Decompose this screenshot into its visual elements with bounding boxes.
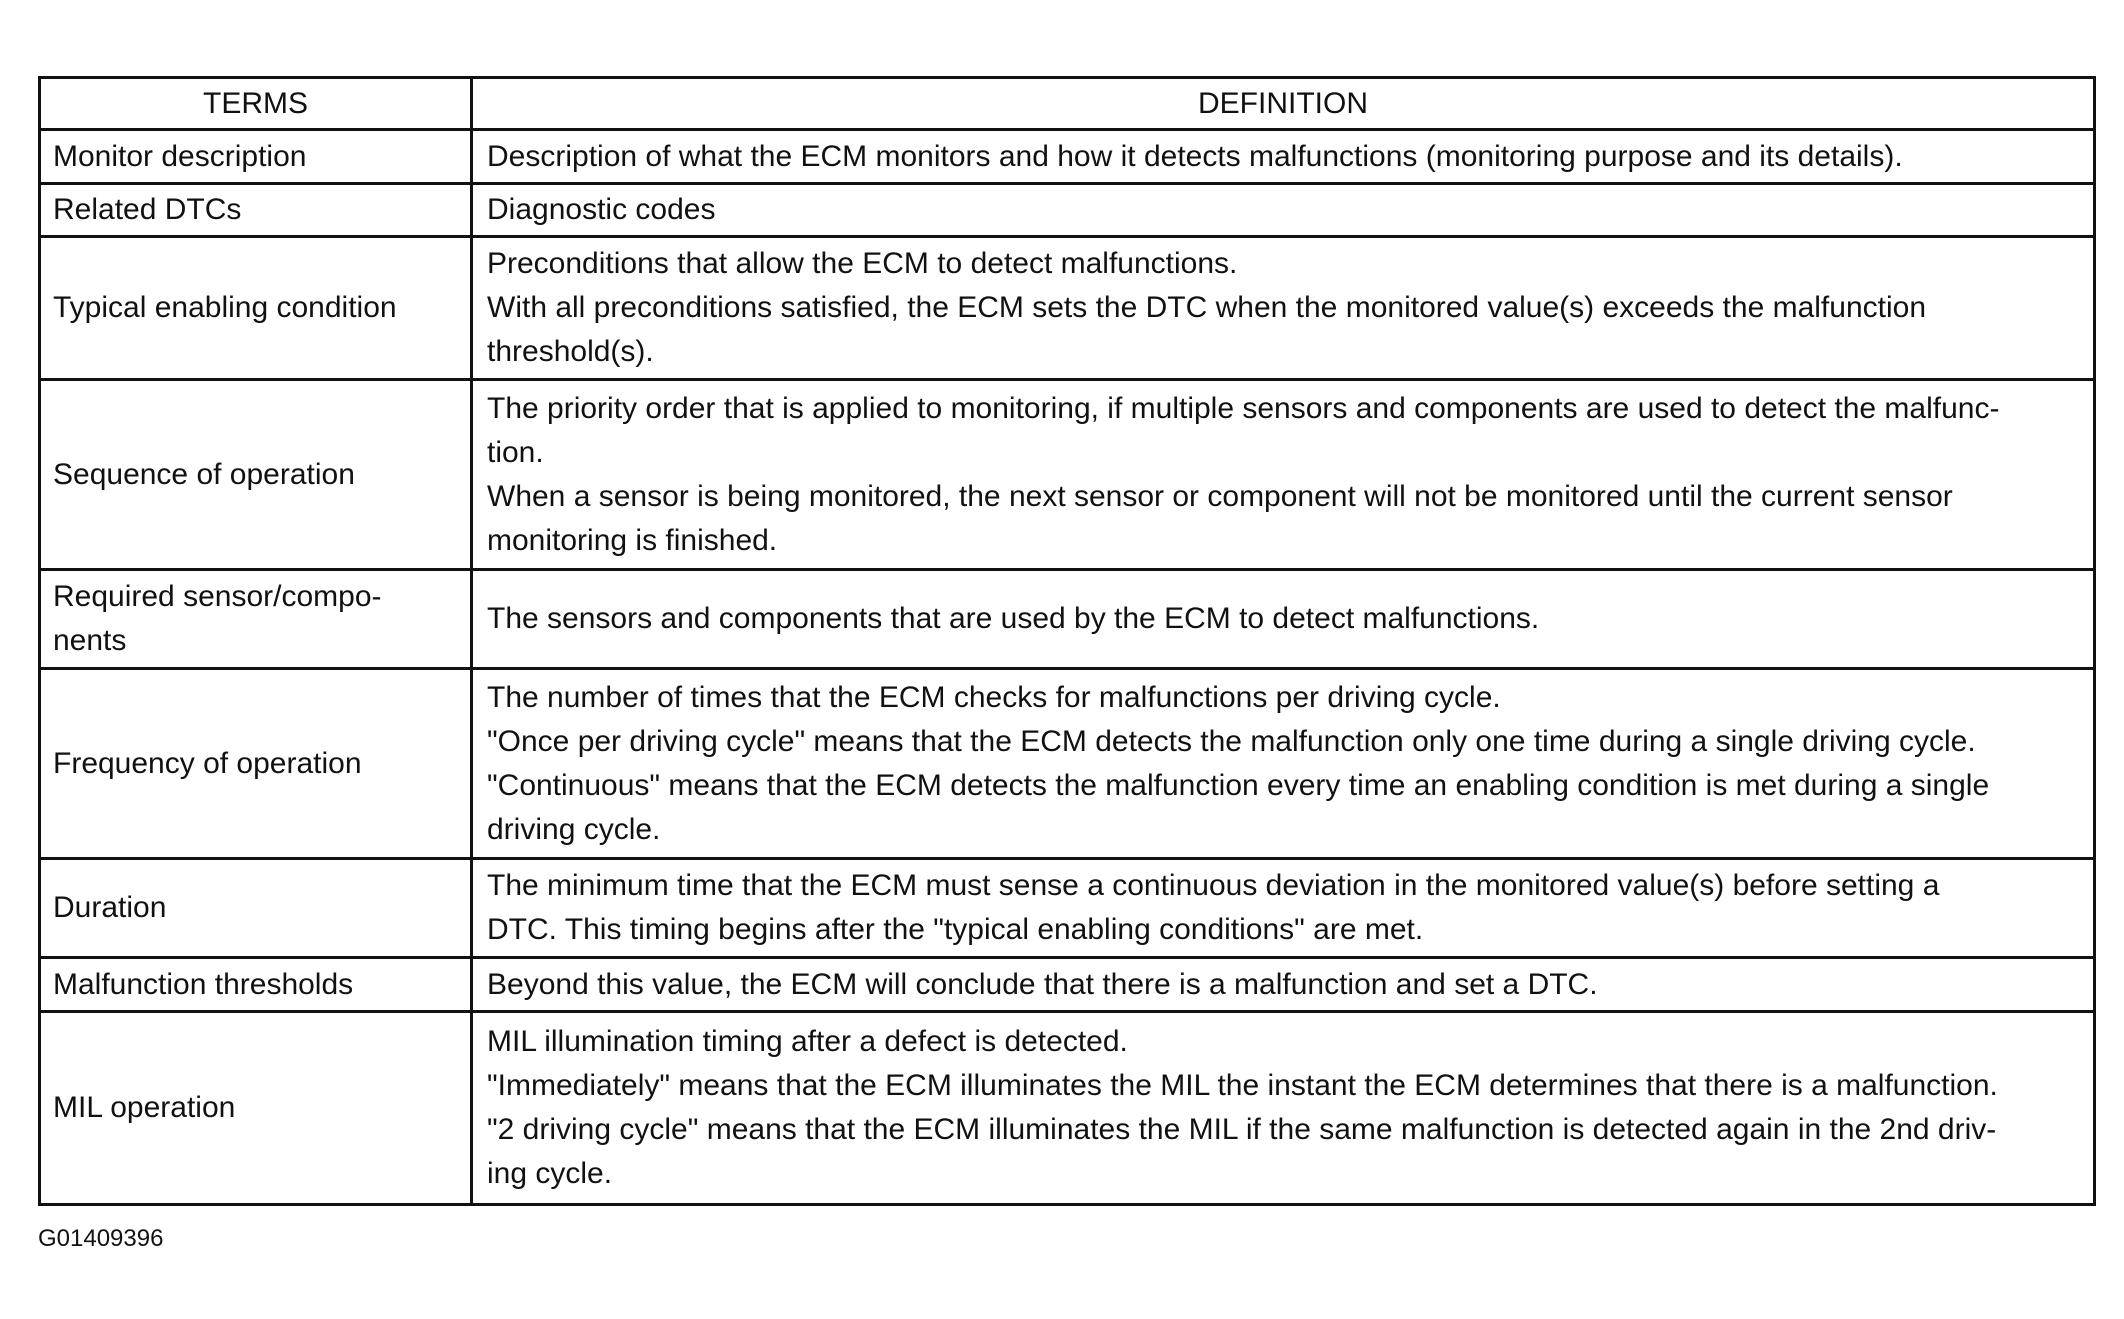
term-text: Required sensor/compo- xyxy=(53,580,382,613)
definition-text: "Immediately" means that the ECM illuminates the MIL the instant the ECM determines that there is a malfunction. xyxy=(487,1069,1998,1102)
definition-cell xyxy=(472,380,2095,570)
term-text: Frequency of operation xyxy=(53,746,362,780)
table-row xyxy=(40,1012,2095,1205)
definition-text: The sensors and components that are used by the ECM to detect malfunctions. xyxy=(487,602,1540,635)
definition-header: DEFINITION xyxy=(472,78,2095,130)
terms-definition-table xyxy=(38,76,2096,1206)
term-text: Monitor description xyxy=(53,139,307,173)
definition-text: The priority order that is applied to monitoring, if multiple sensors and components are used to detect the malfunc- xyxy=(487,391,2000,425)
term-text: Malfunction thresholds xyxy=(53,967,354,1001)
definition-text: With all preconditions satisfied, the ECM sets the DTC when the monitored value(s) exceeds the malfunction xyxy=(487,291,1927,324)
term-text: Related DTCs xyxy=(53,193,242,226)
table-row xyxy=(40,184,2095,237)
definition-text: "Once per driving cycle" means that the ECM detects the malfunction only one time during a single driving cycle. xyxy=(487,724,1976,758)
definition-text: tion. xyxy=(487,435,544,469)
definition-cell xyxy=(472,130,2095,184)
definition-text: MIL illumination timing after a defect is detected. xyxy=(487,1025,1128,1058)
table-row xyxy=(40,380,2095,570)
definition-cell xyxy=(472,570,2095,669)
definition-text: The minimum time that the ECM must sense a continuous deviation in the monitored value(s) before setting a xyxy=(487,869,1940,902)
definition-text: threshold(s). xyxy=(487,335,654,368)
figure-id: G01409396 xyxy=(38,1225,164,1252)
term-cell xyxy=(40,669,472,859)
definition-text: Preconditions that allow the ECM to detect malfunctions. xyxy=(487,247,1238,280)
definition-text: Description of what the ECM monitors and how it detects malfunctions (monitoring purpose and its details). xyxy=(487,139,1903,173)
definition-text: monitoring is finished. xyxy=(487,523,778,557)
definition-cell xyxy=(472,237,2095,380)
definition-text: Diagnostic codes xyxy=(487,193,716,226)
term-text: MIL operation xyxy=(53,1091,236,1124)
term-cell xyxy=(40,570,472,669)
term-cell xyxy=(40,1012,472,1205)
definition-text: "Continuous" means that the ECM detects the malfunction every time an enabling condition is met during a single xyxy=(487,768,1990,802)
definition-text: The number of times that the ECM checks for malfunctions per driving cycle. xyxy=(487,680,1501,714)
term-cell xyxy=(40,184,472,237)
term-cell xyxy=(40,380,472,570)
definition-cell xyxy=(472,958,2095,1012)
definition-text: When a sensor is being monitored, the next sensor or component will not be monitored until the current sensor xyxy=(487,479,1953,513)
table-row xyxy=(40,130,2095,184)
header-row xyxy=(40,78,2095,130)
definition-text: "2 driving cycle" means that the ECM illuminates the MIL if the same malfunction is detected again in the 2nd driv- xyxy=(487,1113,1997,1146)
definition-text: Beyond this value, the ECM will conclude that there is a malfunction and set a DTC. xyxy=(487,967,1598,1001)
term-text: Sequence of operation xyxy=(53,457,355,491)
table-row xyxy=(40,237,2095,380)
definition-text: ing cycle. xyxy=(487,1157,613,1190)
term-cell xyxy=(40,130,472,184)
term-text: Typical enabling condition xyxy=(53,291,397,324)
table-row xyxy=(40,669,2095,859)
table-row xyxy=(40,859,2095,958)
definition-text: DTC. This timing begins after the "typical enabling conditions" are met. xyxy=(487,913,1424,946)
terms-header: TERMS xyxy=(40,78,472,130)
term-text: nents xyxy=(53,624,127,657)
term-text: Duration xyxy=(53,891,167,924)
definition-cell xyxy=(472,1012,2095,1205)
definition-cell xyxy=(472,859,2095,958)
term-cell xyxy=(40,859,472,958)
table-row xyxy=(40,958,2095,1012)
term-cell xyxy=(40,237,472,380)
definition-cell xyxy=(472,669,2095,859)
definition-text: driving cycle. xyxy=(487,812,661,846)
term-cell xyxy=(40,958,472,1012)
table-row xyxy=(40,570,2095,669)
definition-cell xyxy=(472,184,2095,237)
